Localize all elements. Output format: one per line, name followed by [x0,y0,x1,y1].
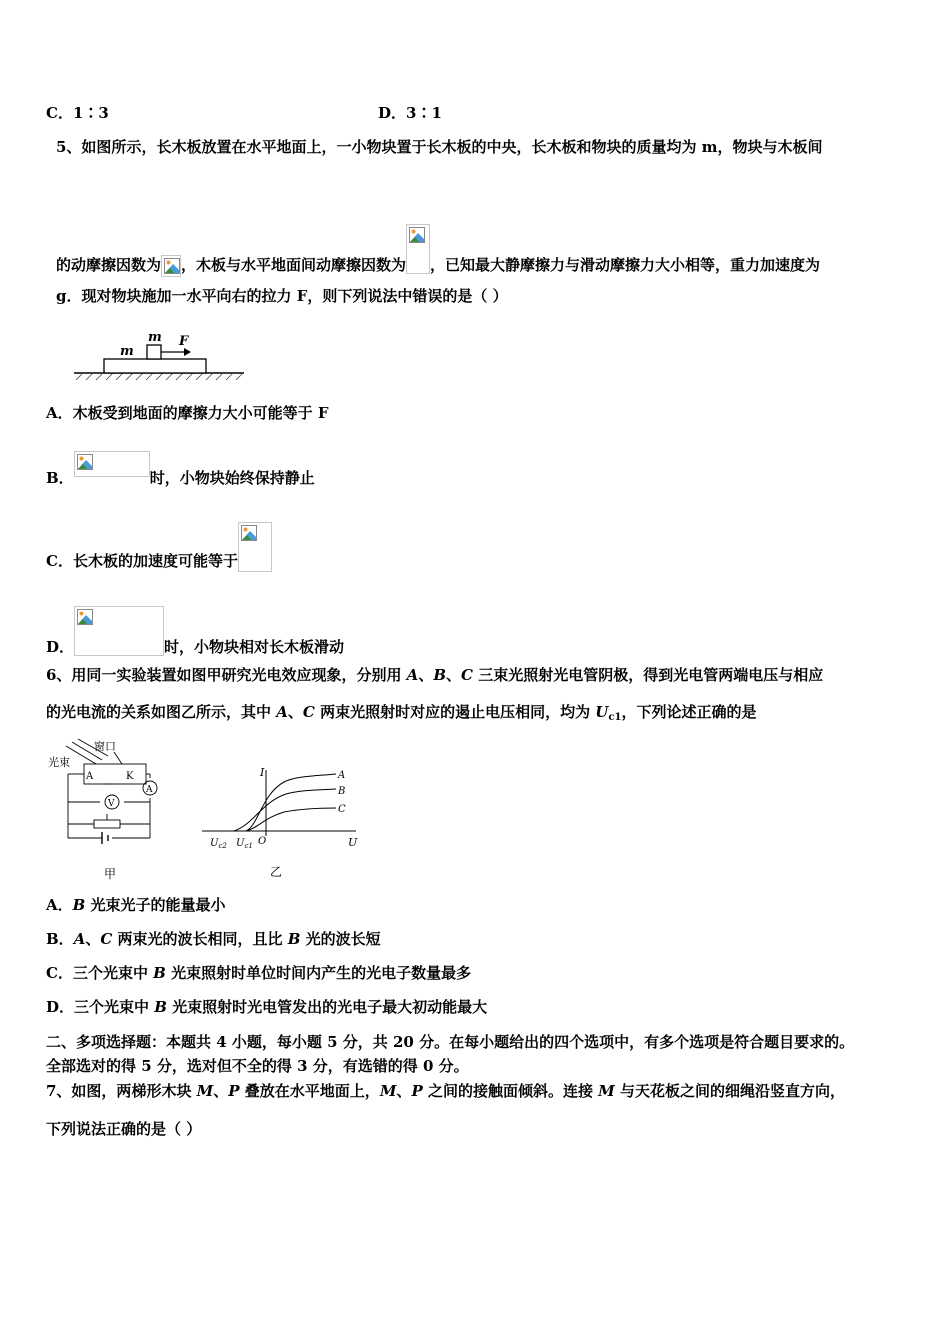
q6-option-a [46,895,226,915]
q5-stem-line3: g．现对物块施加一水平向右的拉力 F，则下列说法中错误的是（ ） [56,287,508,305]
q6-option-d-B: B [154,998,167,1016]
q6-option-b-mid: 两束光的波长相同，且比 [112,930,288,948]
q5-option-c-label: C．长木板的加速度可能等于 [46,552,238,570]
q7-pre: 7、如图，两梯形木块 [46,1082,197,1100]
broken-image-icon [238,522,272,572]
q5-line2-part1: 的动摩擦因数为 [56,256,162,274]
q6-line1-B: B [433,666,447,684]
q6-line1-sep1: 、 [418,666,434,684]
q6-option-b-sep: 、 [85,930,101,948]
beam-label: 光束 [48,756,70,769]
block-mass-label: m [148,330,162,345]
q6-option-d [46,997,487,1017]
q5-option-d-label: D． [46,638,75,656]
q7-sep2: 、 [396,1082,412,1100]
q6-option-b [46,929,381,949]
curve-c-label: C [338,804,346,815]
q6-option-b-B: B [287,930,301,948]
q6-line2-sep: 、 [287,703,303,721]
q6-option-c-B: B [153,964,166,982]
broken-image-icon [161,255,181,277]
q5-stem-line1: 5、如图所示，长木板放置在水平地面上，一小物块置于长木板的中央，长木板和物块的质量均为 m，物块与木板间 [56,138,823,156]
q7-M1: M [196,1082,214,1100]
q5-option-b-label: B． [46,469,74,487]
q6-iu-figure [196,764,366,884]
q7-M2: M [379,1082,397,1100]
q5-board-figure [70,326,250,382]
q5-option-b-text: 时，小物块始终保持静止 [149,469,315,487]
q7-stem-line2: 下列说法正确的是（ ） [46,1120,202,1138]
image-placeholder-icon [409,227,425,243]
q6-option-b-A: A [73,930,86,948]
q5-option-c [46,522,272,572]
q6-line2-C: C [302,703,315,721]
q7-stem-line1 [46,1081,845,1101]
q5-line2-part2: ，木板与水平地面间动摩擦因数为 [181,256,407,274]
q6-line2-U: U [595,703,609,721]
q6-option-a-B: B [72,896,86,914]
curve-b [234,789,336,831]
q6-option-a-pre: A． [46,896,73,914]
q6-option-b-pre: B． [46,930,74,948]
q6-option-c-pre: C．三个光束中 [46,964,154,982]
q6-line1-pre: 6、用同一实验装置如图甲研究光电效应现象，分别用 [46,666,407,684]
image-placeholder-icon [77,454,93,470]
q6-line1-A: A [406,666,419,684]
q6-option-d-pre: D．三个光束中 [46,998,155,1016]
curve-a [246,774,336,831]
ammeter-label: A [146,785,153,795]
force-label: F [179,334,189,349]
uc1-label: $U_{c1}$ [236,838,253,850]
q6-option-d-post: 光束照射时光电管发出的光电子最大初动能最大 [166,998,488,1016]
figure-caption-jia: 甲 [104,867,117,881]
q7-sep1: 、 [213,1082,229,1100]
curve-b-label: B [338,786,346,797]
q6-circuit-figure [44,738,174,883]
prev-option-d: D．3∶1 [378,104,442,122]
q6-line2-pre: 的光电流的关系如图乙所示，其中 [46,703,277,721]
q5-option-d-text: 时，小物块相对长木板滑动 [164,638,345,656]
cathode-label: K [126,771,134,782]
q5-option-b [46,451,315,488]
q6-line2-post: ，下列论述正确的是 [621,703,757,721]
q7-P1: P [228,1082,240,1100]
q7-mid1: 叠放在水平地面上， [239,1082,380,1100]
q6-line1-sep2: 、 [446,666,462,684]
q5-line2-part3: ，已知最大静摩擦力与滑动摩擦力大小相等，重力加速度为 [430,256,821,274]
ground-hatch [76,373,243,380]
q7-post: 与天花板之间的细绳沿竖直方向， [614,1082,846,1100]
broken-image-icon [74,606,164,656]
q7-P2: P [411,1082,423,1100]
curve-a-label: A [338,770,346,781]
q6-line2-A: A [276,703,288,721]
long-board [104,359,206,373]
light-ray [66,746,96,764]
q7-mid2: 之间的接触面倾斜。连接 [422,1082,599,1100]
q6-stem-line2 [46,702,756,728]
q5-option-d [46,606,344,657]
q5-stem-line2 [56,224,820,277]
q6-line1-post: 三束光照射光电管阴极，得到光电管两端电压与相应 [472,666,824,684]
window-label: 窗口 [94,740,116,753]
image-placeholder-icon [241,525,257,541]
broken-image-icon [406,224,430,274]
small-block [147,345,161,359]
anode-label: A [86,771,94,782]
rheostat [94,820,120,828]
prev-option-c: C．1∶3 [46,104,109,122]
q6-option-b-post: 光的波长短 [300,930,381,948]
q6-line2-sub: c1 [608,712,622,723]
q6-line2-mid: 两束光照射时对应的遏止电压相同，均为 [314,703,596,721]
broken-image-icon [74,451,150,477]
section2-heading-line1: 二、多项选择题：本题共 4 小题，每小题 5 分，共 20 分。在每小题给出的四个选项中，有多个选项是符合题目要求的。 [46,1033,855,1051]
image-placeholder-icon [77,609,93,625]
figure-caption-yi: 乙 [270,865,283,879]
section2-heading-line2: 全部选对的得 5 分，选对但不全的得 3 分，有选错的得 0 分。 [46,1057,469,1075]
image-placeholder-icon [164,258,180,274]
q6-option-b-C: C [100,930,113,948]
q6-option-c-post: 光束照射时单位时间内产生的光电子数量最多 [165,964,472,982]
board-mass-label: m [120,344,134,359]
arrow-head-icon [184,348,191,356]
i-axis-label: I [260,766,265,779]
q5-option-a: A．木板受到地面的摩擦力大小可能等于 F [46,404,329,422]
q6-line1-C: C [461,666,473,684]
u-axis-label: U [348,836,358,849]
photo-tube [84,764,146,784]
q6-stem-line1 [46,665,823,685]
origin-label: O [258,836,267,847]
voltmeter-label: V [108,799,115,809]
q6-option-a-post: 光束光子的能量最小 [85,896,226,914]
q6-option-c [46,963,471,983]
q7-M3: M [598,1082,615,1100]
uc2-label: $U_{c2}$ [210,838,227,850]
